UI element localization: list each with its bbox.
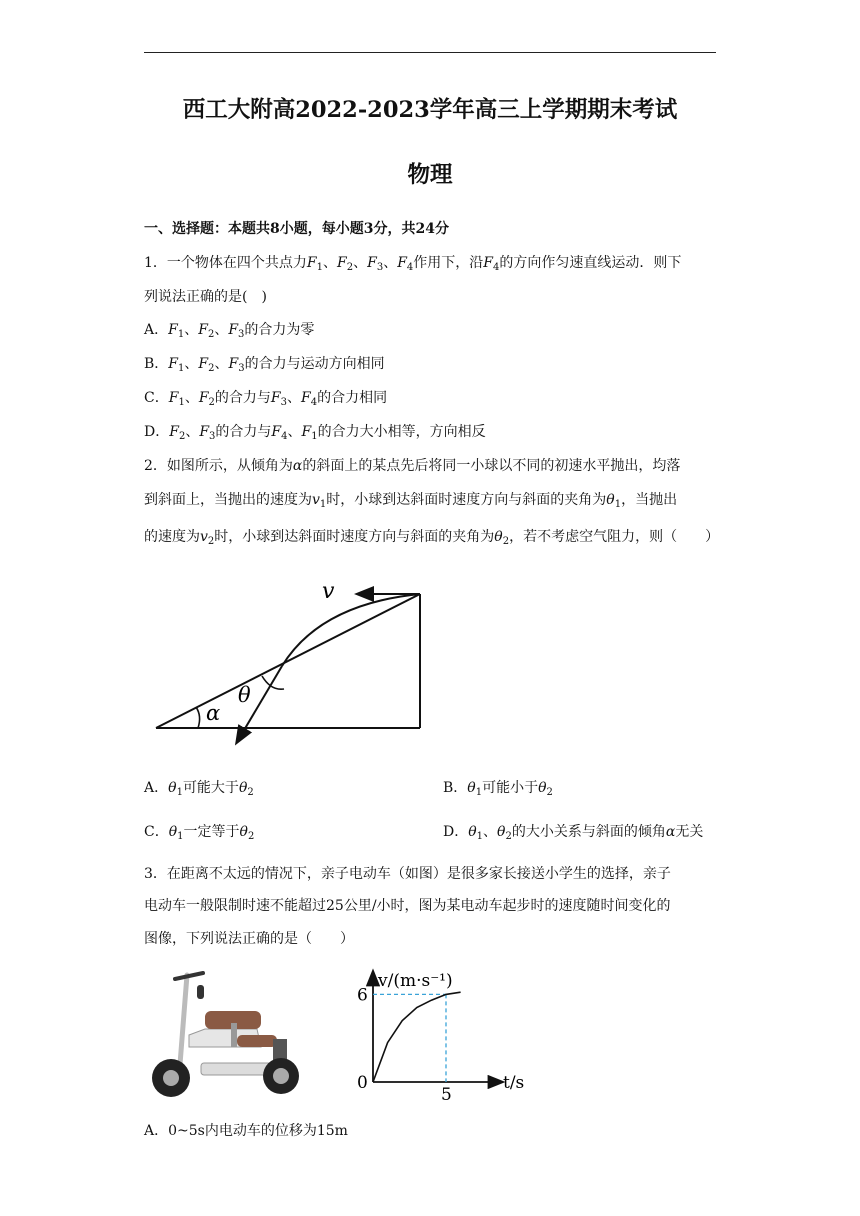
q1-option-a[interactable]: A．$F_1$、$F_2$、$F_3$的合力为零 (144, 322, 315, 340)
alpha-label: α (206, 701, 221, 725)
section-heading: 一、选择题：本题共8小题，每小题3分，共24分 (144, 221, 449, 237)
q2-incline-figure (140, 570, 440, 750)
q1-option-d[interactable]: D．$F_2$、$F_3$的合力与$F_4$、$F_1$的合力大小相等，方向相反 (144, 424, 486, 442)
x-axis-label: t/s (503, 1073, 525, 1093)
q1-stem-line1: 1．一个物体在四个共点力$F_1$、$F_2$、$F_3$、$F_4$作用下，沿$F_4$的方向作匀速直线运动．则下 (144, 255, 682, 273)
q3-option-a[interactable]: A．0~5s内电动车的位移为15m (144, 1123, 348, 1139)
exam-title: 西工大附高2022-2023学年高三上学期期末考试 (182, 97, 678, 123)
q2-stem-line2: 到斜面上，当抛出的速度为$v_1$时，小球到达斜面时速度方向与斜面的夹角为$\theta_1$，当抛出 (144, 492, 678, 510)
q2-option-b[interactable]: B．$\theta_1$可能小于$\theta_2$ (443, 780, 553, 798)
q2-stem-line3: 的速度为$v_2$时，小球到达斜面时速度方向与斜面的夹角为$\theta_2$，若不考虑空气阻力，则（ ） (144, 529, 720, 547)
incline-slope (156, 594, 420, 728)
q2-option-c[interactable]: C．$\theta_1$一定等于$\theta_2$ (144, 824, 255, 842)
x-tick-0: 0 (357, 1073, 368, 1093)
q2-stem-line1: 2．如图所示，从倾角为α的斜面上的某点先后将同一小球以不同的初速水平抛出，均落 (144, 458, 681, 474)
q1-option-c[interactable]: C．$F_1$、$F_2$的合力与$F_3$、$F_4$的合力相同 (144, 390, 388, 408)
q1-option-b[interactable]: B．$F_1$、$F_2$、$F_3$的合力与运动方向相同 (144, 356, 385, 374)
y-tick-6: 6 (357, 985, 368, 1006)
subject-title: 物理 (407, 162, 453, 188)
alpha-arc (196, 707, 200, 728)
x-tick-5: 5 (441, 1085, 452, 1105)
theta-label: θ (238, 683, 251, 707)
velocity-curve (373, 992, 461, 1082)
q3-stem-line1: 3．在距离不太远的情况下，亲子电动车（如图）是很多家长接送小学生的选择，亲子 (144, 866, 671, 882)
y-axis-label: v/(m·s⁻¹) (378, 971, 453, 991)
q2-option-d[interactable]: D．$\theta_1$、$\theta_2$的大小关系与斜面的倾角α无关 (443, 824, 704, 842)
q2-option-a[interactable]: A．$\theta_1$可能大于$\theta_2$ (144, 780, 254, 798)
q3-stem-line3: 图像，下列说法正确的是（ ） (144, 931, 354, 947)
q3-stem-line2: 电动车一般限制时速不能超过25公里/小时，图为某电动车起步时的速度随时间变化的 (144, 898, 671, 914)
e-scooter-illustration (145, 965, 310, 1105)
vt-graph (345, 962, 530, 1107)
q1-stem-line2: 列说法正确的是( ) (144, 289, 267, 305)
header-rule (144, 52, 716, 53)
v-label: v (322, 579, 335, 604)
